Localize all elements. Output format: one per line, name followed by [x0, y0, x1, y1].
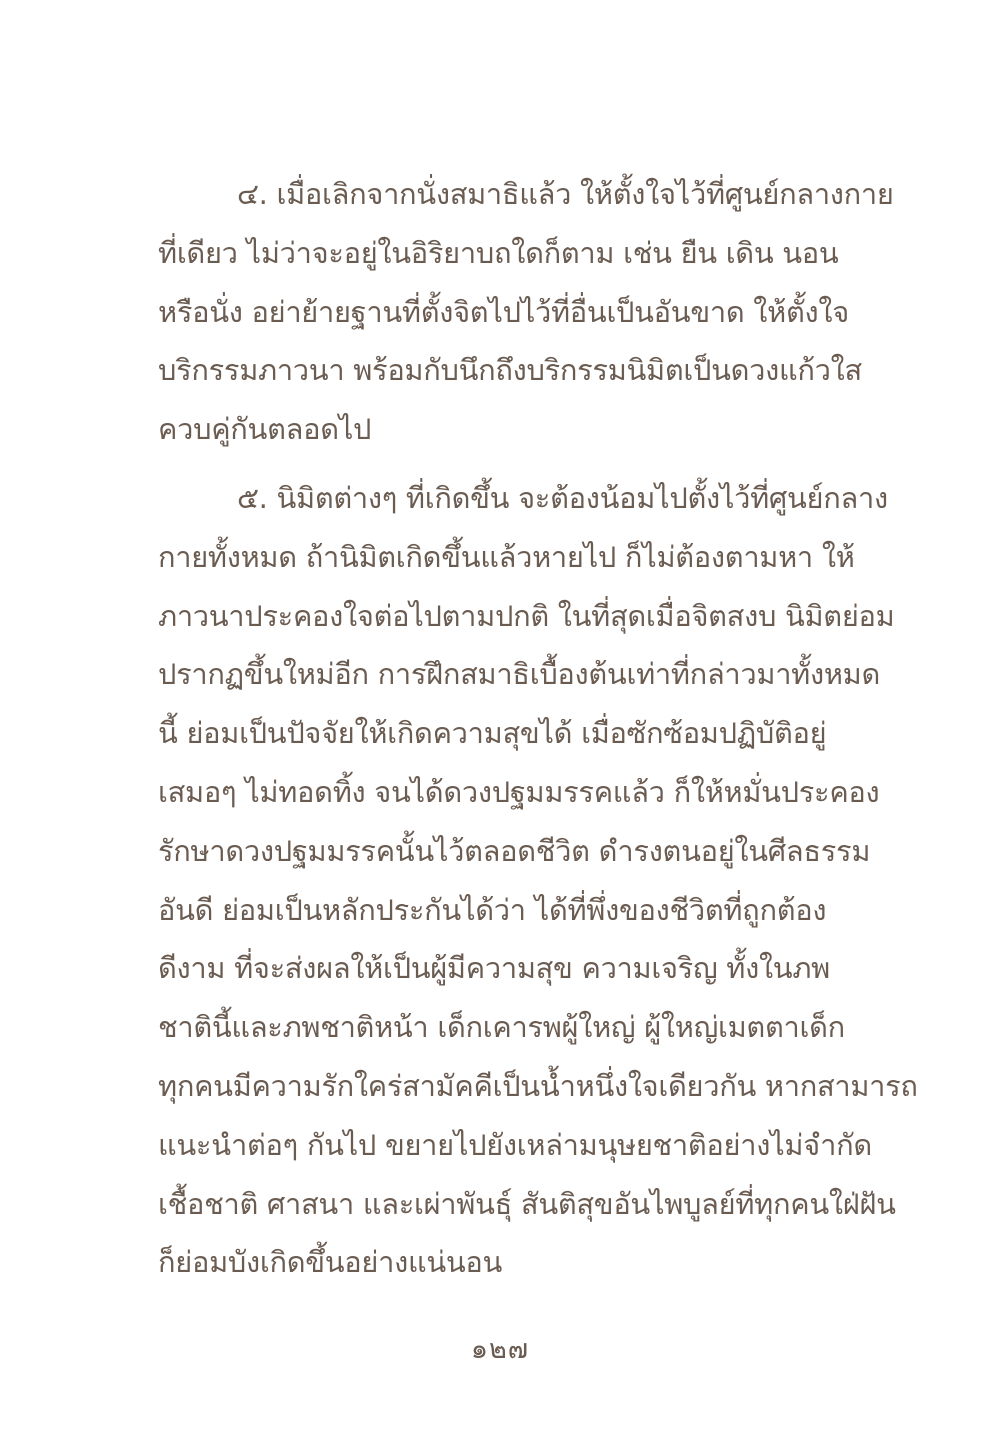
text-line: นี้ ย่อมเป็นปัจจัยให้เกิดความสุขได้ เมื่อซักซ้อมปฏิบัติอยู่ [158, 716, 827, 751]
text-line: ก็ย่อมบังเกิดขึ้นอย่างแน่นอน [158, 1245, 503, 1280]
text-line: อันดี ย่อมเป็นหลักประกันได้ว่า ได้ที่พึ่งของชีวิตที่ถูกต้อง [158, 892, 827, 927]
paragraph-4 [158, 165, 898, 459]
text-line: ที่เดียว ไม่ว่าจะอยู่ในอิริยาบถใดก็ตาม เช่น ยืน เดิน นอน [158, 235, 839, 270]
text-line: ควบคู่กันตลอดไป [158, 412, 372, 447]
text-line: ๔. เมื่อเลิกจากนั่งสมาธิแล้ว ให้ตั้งใจไว้ที่ศูนย์กลางกาย [237, 177, 894, 211]
text-line: รักษาดวงปฐมมรรคนั้นไว้ตลอดชีวิต ดำรงตนอยู่ในศีลธรรม [158, 833, 871, 868]
text-line: หรือนั่ง อย่าย้ายฐานที่ตั้งจิตไปไว้ที่อื่นเป็นอันขาด ให้ตั้งใจ [158, 294, 849, 329]
text-line: ปรากฏขึ้นใหม่อีก การฝึกสมาธิเบื้องต้นเท่าที่กล่าวมาทั้งหมด [158, 657, 881, 692]
text-line: เสมอๆ ไม่ทอดทิ้ง จนได้ดวงปฐมมรรคแล้ว ก็ให้หมั่นประคอง [158, 774, 880, 809]
text-line: บริกรรมภาวนา พร้อมกับนึกถึงบริกรรมนิมิตเป็นดวงแก้วใส [158, 353, 862, 388]
text-line: ๕. นิมิตต่างๆ ที่เกิดขึ้น จะต้องน้อมไปตั้งไว้ที่ศูนย์กลาง [237, 480, 888, 515]
page-number: ๑๒๗ [470, 1334, 530, 1365]
text-line: ทุกคนมีความรักใคร่สามัคคีเป็นน้ำหนึ่งใจเดียวกัน หากสามารถ [158, 1068, 918, 1103]
text-line: ดีงาม ที่จะส่งผลให้เป็นผู้มีความสุข ความเจริญ ทั้งในภพ [158, 951, 830, 986]
text-line: ภาวนาประคองใจต่อไปตามปกติ ในที่สุดเมื่อจิตสงบ นิมิตย่อม [158, 598, 895, 633]
paragraph-5 [158, 469, 918, 1292]
text-line: ชาตินี้และภพชาติหน้า เด็กเคารพผู้ใหญ่ ผู้ใหญ่เมตตาเด็ก [158, 1010, 845, 1045]
text-line: เชื้อชาติ ศาสนา และเผ่าพันธุ์ สันติสุขอันไพบูลย์ที่ทุกคนใฝ่ฝัน [158, 1186, 896, 1221]
text-line: กายทั้งหมด ถ้านิมิตเกิดขึ้นแล้วหายไป ก็ไม่ต้องตามหา ให้ [158, 539, 855, 574]
text-line: แนะนำต่อๆ กันไป ขยายไปยังเหล่ามนุษยชาติอย่างไม่จำกัด [158, 1127, 872, 1162]
body-text [158, 165, 918, 1292]
